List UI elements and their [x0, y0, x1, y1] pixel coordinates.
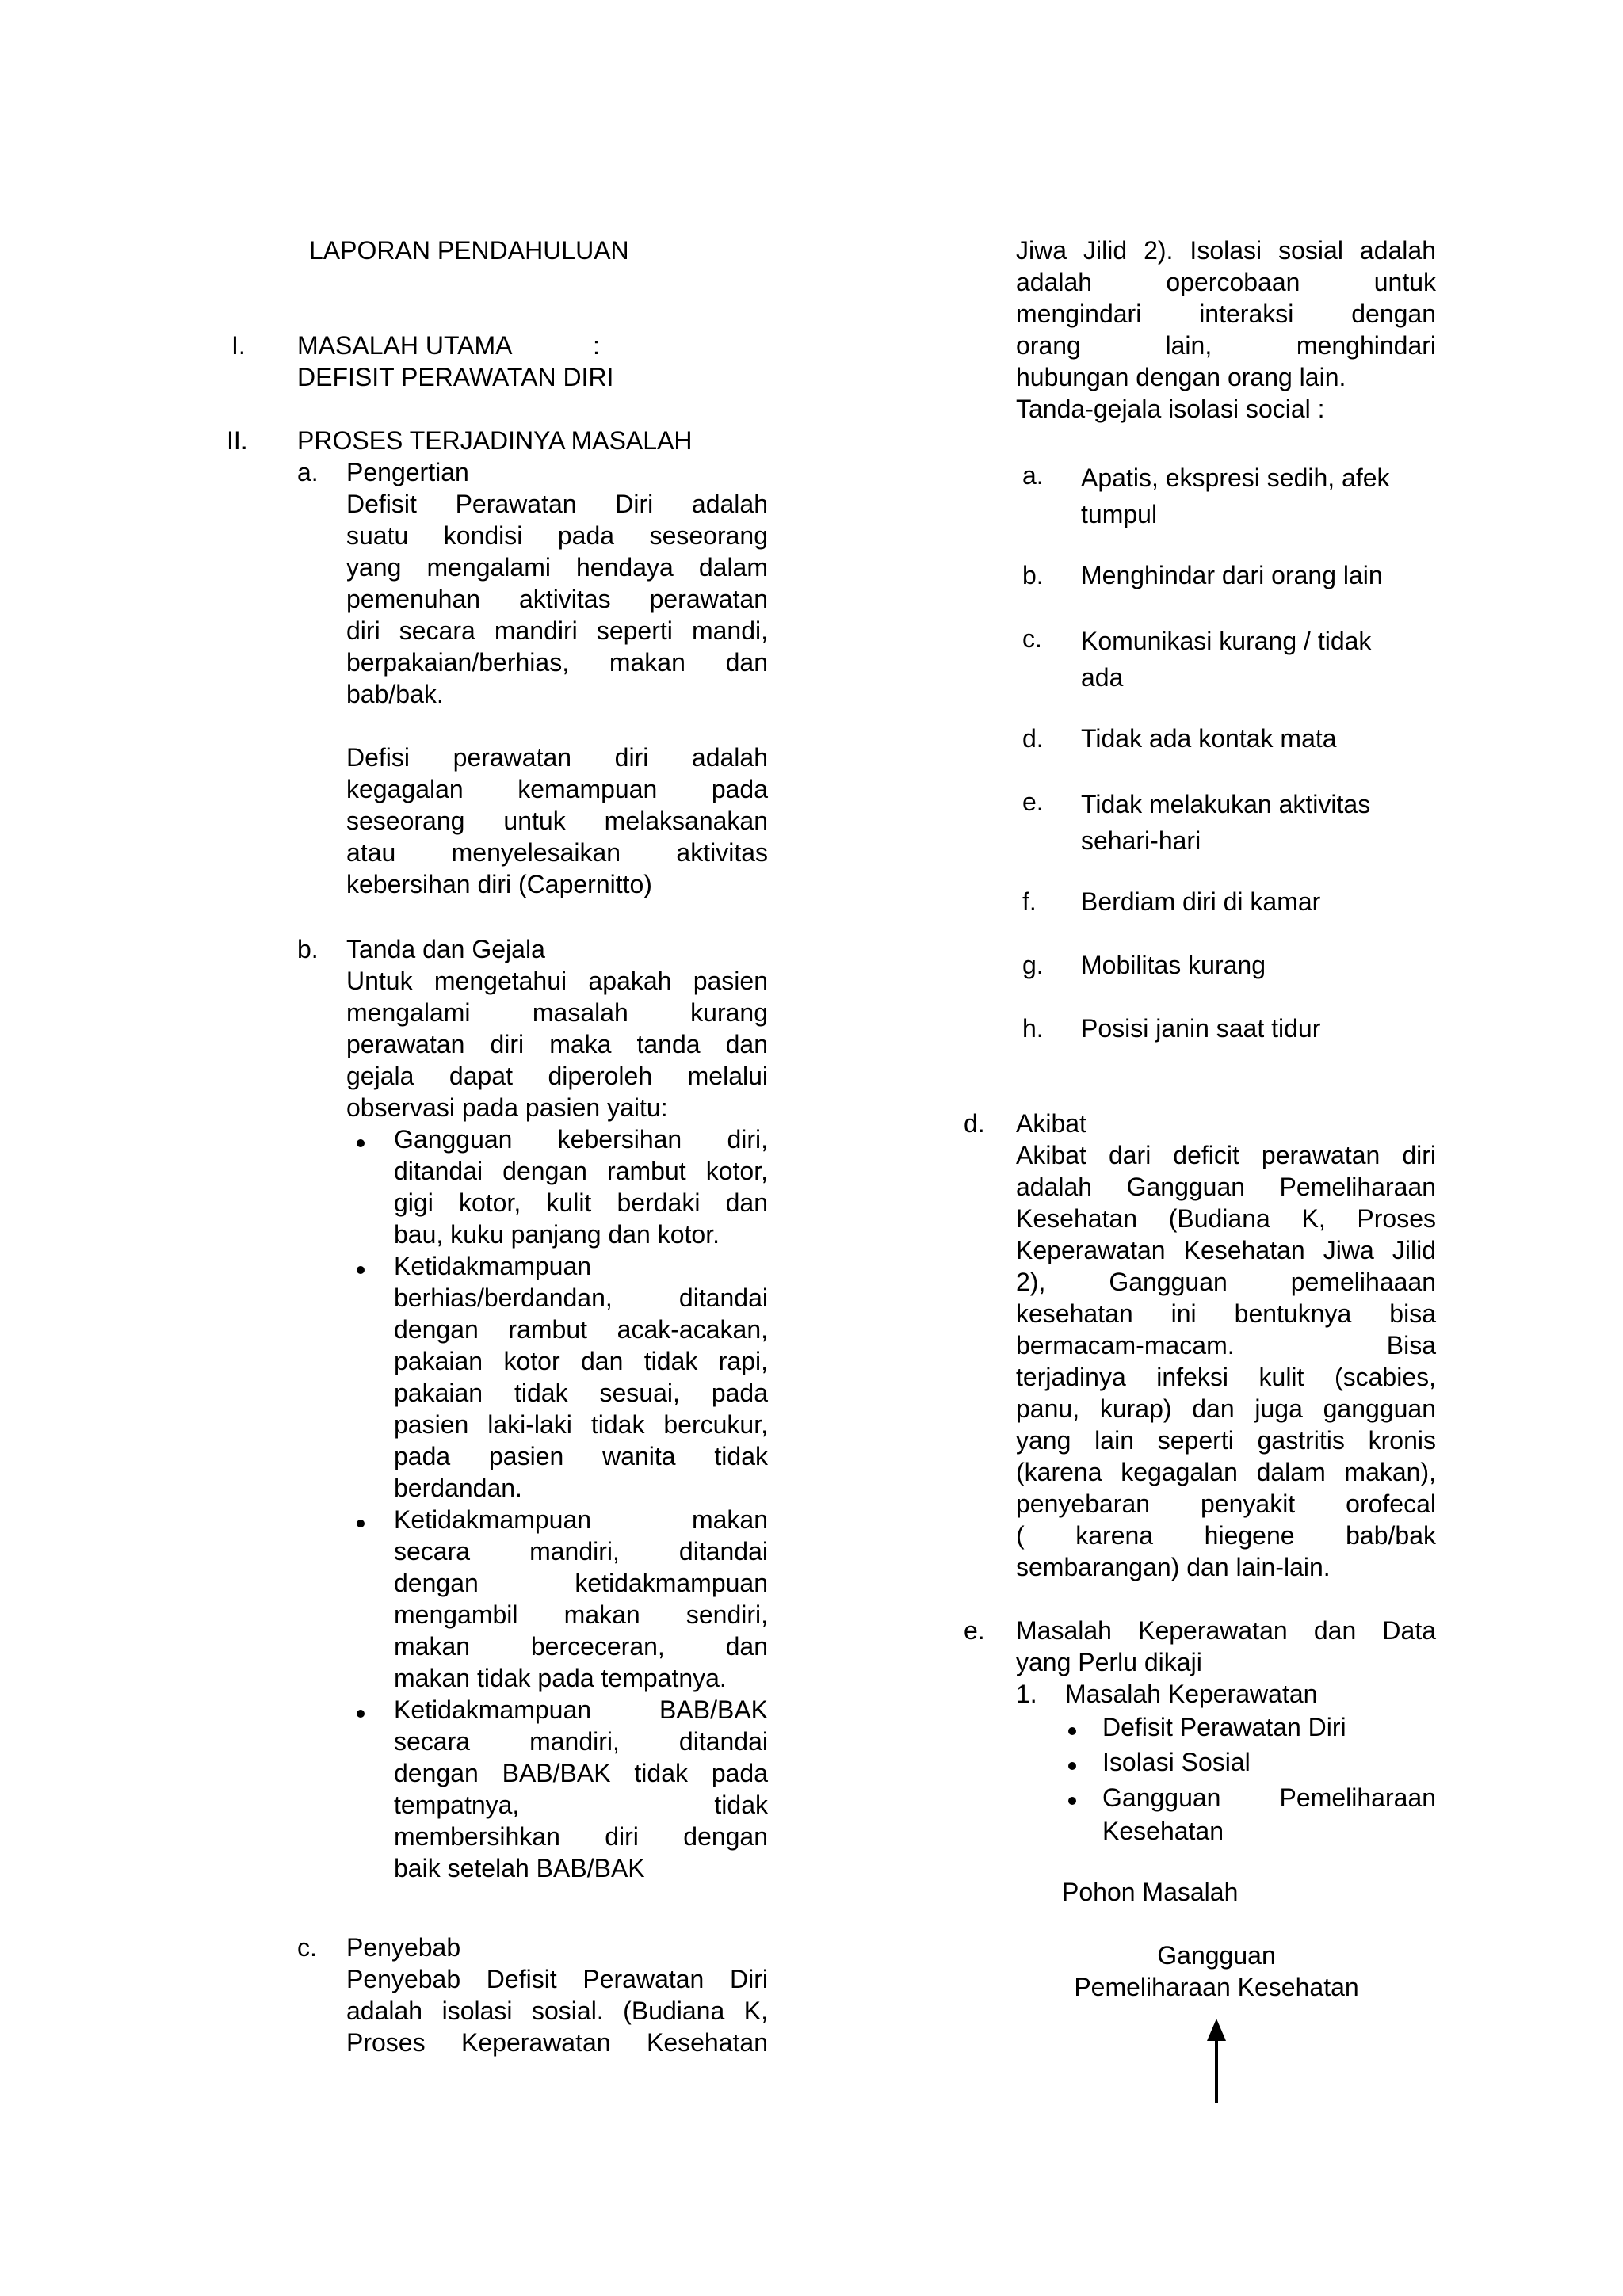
- bullet-icon: [353, 1144, 369, 1160]
- problem-tree-title: Pohon Masalah: [1062, 1878, 1239, 1906]
- signs-intro: Untuk mengetahui apakah pasien mengalami masalah kurang perawatan diri maka tanda dan gejala dapat diperoleh melalui observasi pada pasien yaitu:: [346, 967, 768, 1122]
- subsection-e-letter: e.: [964, 1616, 985, 1645]
- page-title: LAPORAN PENDAHULUAN: [309, 236, 629, 265]
- nursing-problem-number: 1.: [1016, 1680, 1037, 1708]
- sign-item-3: Ketidakmampuan makan secara mandiri, ditandai dengan ketidakmampuan mengambil makan sendiri, makan berceceran, dan makan tidak pada tempatnya.: [394, 1505, 768, 1692]
- sign-letter: b.: [1022, 561, 1044, 589]
- sign-letter: e.: [1022, 788, 1044, 816]
- subsection-b-letter: b.: [297, 935, 319, 963]
- cause-paragraph-continued: Jiwa Jilid 2). Isolasi sosial adalah adalah opercobaan untuk mengindari interaksi dengan orang lain, menghindari hubungan dengan orang lain. Tanda-gejala isolasi social :: [1016, 236, 1436, 423]
- bullet-icon: [353, 1271, 369, 1287]
- section-1-label: MASALAH UTAMA: [297, 331, 513, 360]
- sign-letter: d.: [1022, 724, 1044, 753]
- subsection-b-heading: Tanda dan Gejala: [346, 935, 545, 963]
- definition-paragraph-1: Defisit Perawatan Diri adalah suatu kondisi pada seseorang yang mengalami hendaya dalam pemenuhan aktivitas perawatan diri secara mandiri seperti mandi, berpakaian/berhias, makan dan bab/bak.: [346, 490, 768, 708]
- definition-paragraph-2: Defisi perawatan diri adalah kegagalan kemampuan pada seseorang untuk melaksanakan atau menyelesaikan aktivitas kebersihan diri (Capernitto): [346, 743, 768, 898]
- nursing-problem-heading: Masalah Keperawatan: [1065, 1680, 1318, 1708]
- sign-item-1: Gangguan kebersihan diri, ditandai dengan rambut kotor, gigi kotor, kulit berdaki dan bau, kuku panjang dan kotor.: [394, 1125, 768, 1249]
- sign-text: Berdiam diri di kamar: [1081, 887, 1321, 916]
- nursing-problem-item: Isolasi Sosial: [1102, 1748, 1251, 1776]
- subsection-d-heading: Akibat: [1016, 1109, 1086, 1138]
- signs-intro-label: Tanda-gejala isolasi social :: [1016, 395, 1325, 423]
- nursing-problem-item: Defisit Perawatan Diri: [1102, 1713, 1346, 1741]
- bullet-icon: [1065, 1802, 1081, 1817]
- section-2-number: II.: [227, 426, 248, 455]
- sign-item-4: Ketidakmampuan BAB/BAK secara mandiri, ditandai dengan BAB/BAK tidak pada tempatnya, tidak membersihkan diri dengan baik setelah BAB/BAK: [394, 1695, 768, 1882]
- sign-letter: g.: [1022, 951, 1044, 979]
- bullet-icon: [1065, 1732, 1081, 1748]
- cause-paragraph: Penyebab Defisit Perawatan Diri adalah isolasi sosial. (Budiana K, Proses Keperawatan Kesehatan: [346, 1965, 768, 2057]
- subsection-c-heading: Penyebab: [346, 1933, 461, 1962]
- sign-text: Posisi janin saat tidur: [1081, 1014, 1321, 1043]
- sign-text: Menghindar dari orang lain: [1081, 561, 1383, 589]
- section-1-colon: :: [593, 331, 600, 360]
- sign-letter: c.: [1022, 624, 1042, 653]
- sign-text: Mobilitas kurang: [1081, 951, 1266, 979]
- nursing-problem-item: Gangguan Pemeliharaan Kesehatan: [1102, 1783, 1436, 1845]
- sign-text: Tidak ada kontak mata: [1081, 724, 1337, 753]
- arrow-shaft: [1215, 2026, 1218, 2103]
- sign-letter: a.: [1022, 461, 1044, 490]
- subsection-d-letter: d.: [964, 1109, 985, 1138]
- bullet-icon: [353, 1714, 369, 1730]
- subsection-c-letter: c.: [297, 1933, 317, 1962]
- sign-text: Tidak melakukan aktivitas sehari-hari: [1081, 790, 1371, 855]
- consequence-paragraph: Akibat dari deficit perawatan diri adalah Gangguan Pemeliharaan Kesehatan (Budiana K, Proses Keperawatan Kesehatan Jiwa Jilid 2), Gangguan pemelihaaan kesehatan ini bentuknya bisa bermacam-macam. Bisa terjadinya infeksi kulit (scabies, panu, kurap) dan juga gangguan yang lain seperti gastritis kronis (karena kegagalan dalam makan), penyebaran penyakit orofecal ( karena hiegene bab/bak sembarangan) dan lain-lain.: [1016, 1141, 1436, 1581]
- bullet-icon: [1065, 1767, 1081, 1783]
- subsection-e-heading: Masalah Keperawatan dan Data yang Perlu dikaji: [1016, 1616, 1436, 1676]
- problem-tree-top-node: Gangguan Pemeliharaan Kesehatan: [1074, 1941, 1359, 2001]
- subsection-a-letter: a.: [297, 458, 319, 486]
- subsection-a-heading: Pengertian: [346, 458, 469, 486]
- sign-text: Apatis, ekspresi sedih, afek tumpul: [1081, 463, 1390, 528]
- bullet-icon: [353, 1524, 369, 1540]
- sign-letter: f.: [1022, 887, 1037, 916]
- section-1-number: I.: [231, 331, 246, 360]
- sign-item-2: Ketidakmampuan berhias/berdandan, ditandai dengan rambut acak-acakan, pakaian kotor dan tidak rapi, pakaian tidak sesuai, pada pasien laki-laki tidak bercukur, pada pasien wanita tidak berdandan.: [394, 1252, 768, 1502]
- section-2-label: PROSES TERJADINYA MASALAH: [297, 426, 693, 455]
- sign-letter: h.: [1022, 1014, 1044, 1043]
- sign-text: Komunikasi kurang / tidak ada: [1081, 627, 1372, 692]
- section-1-value: DEFISIT PERAWATAN DIRI: [297, 363, 614, 391]
